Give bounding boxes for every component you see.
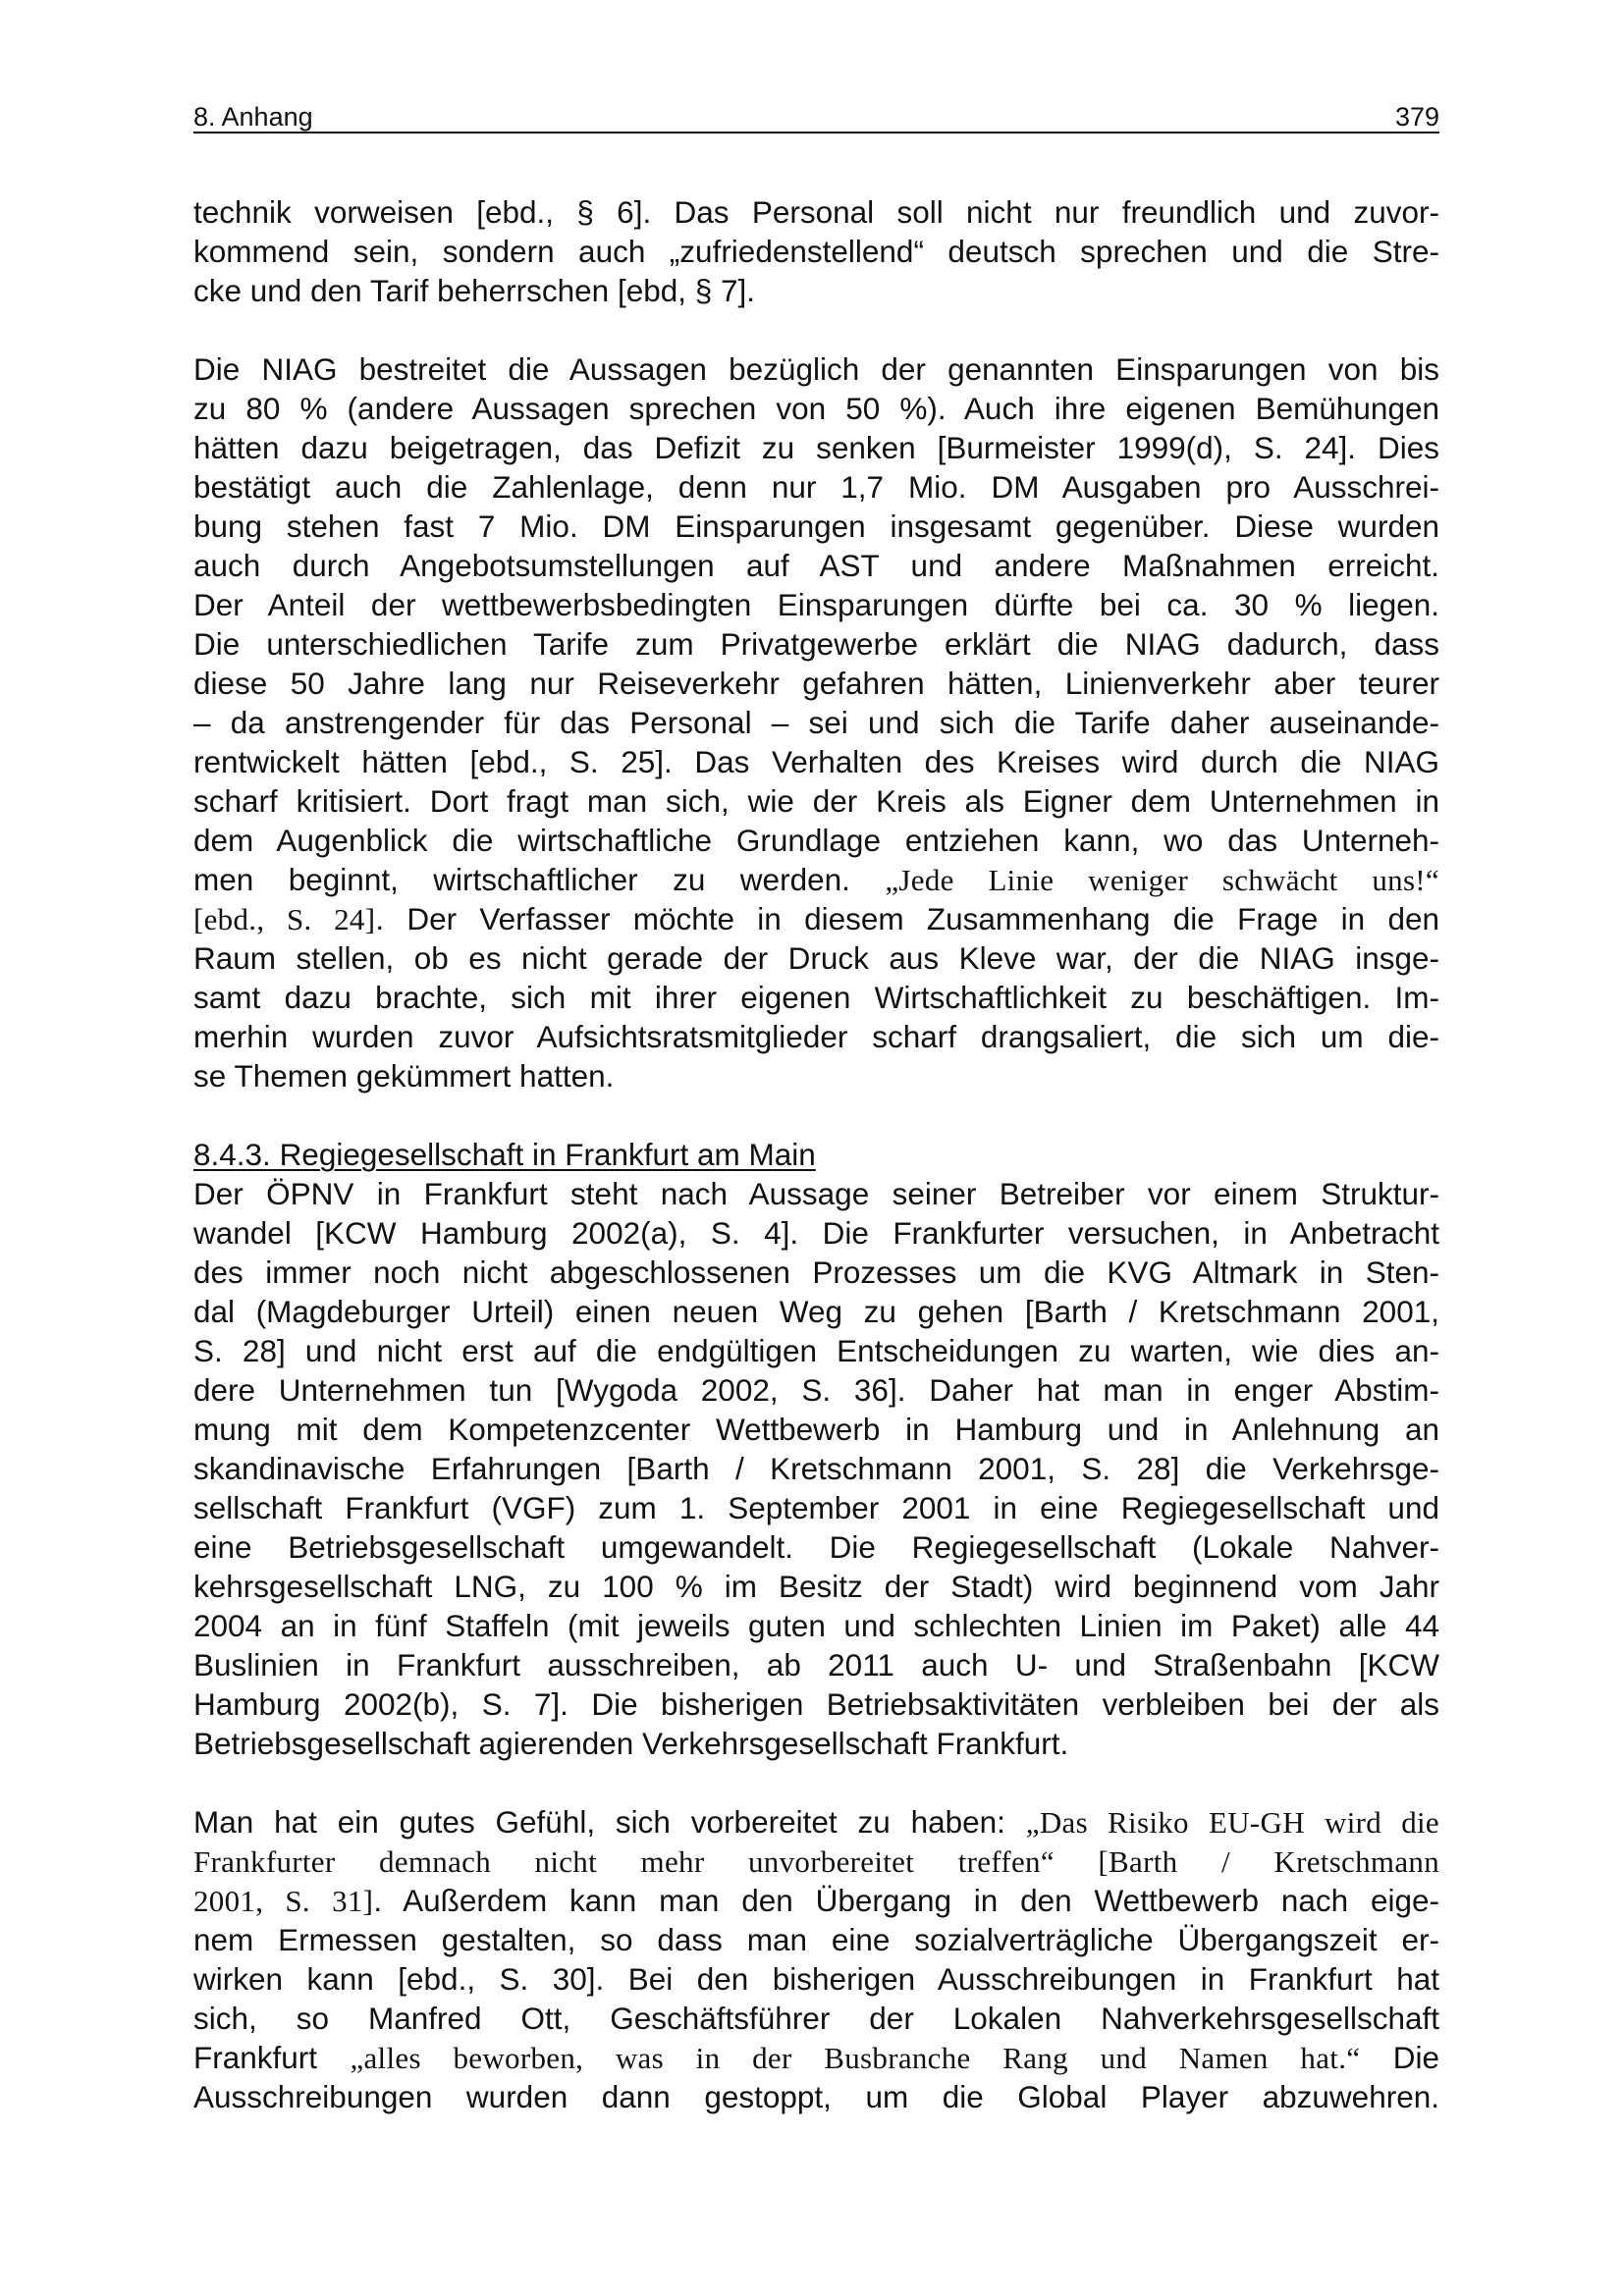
text-line bbox=[193, 664, 1439, 703]
text-segment: wandel [KCW Hamburg 2002(a), S. 4]. Die Frankfurter versuchen, in Anbetracht bbox=[193, 1215, 1439, 1251]
text-segment: mung mit dem Kompetenzcenter Wettbewerb in Hamburg und in Anlehnung an bbox=[193, 1412, 1439, 1447]
text-segment: auch durch Angebotsumstellungen auf AST und andere Maßnahmen erreicht. bbox=[193, 548, 1439, 583]
text-segment: dem Augenblick die wirtschaftliche Grundlage entziehen kann, wo das Unterneh- bbox=[193, 823, 1439, 858]
text-line bbox=[193, 624, 1439, 664]
text-segment: . Der Verfasser möchte in diesem Zusammenhang die Frage in den bbox=[375, 901, 1440, 936]
text-line bbox=[193, 2038, 1439, 2077]
text-segment: Die unterschiedlichen Tarife zum Privatgewerbe erklärt die NIAG dadurch, dass bbox=[193, 626, 1439, 662]
text-segment: Die NIAG bestreitet die Aussagen bezüglich der genannten Einsparungen von bis bbox=[193, 351, 1439, 387]
text-line bbox=[193, 2077, 1439, 2116]
text-segment: Betriebsgesellschaft agierenden Verkehrsgesellschaft Frankfurt. bbox=[193, 1726, 1069, 1761]
text-line bbox=[193, 349, 1439, 389]
text-segment: diese 50 Jahre lang nur Reiseverkehr gefahren hätten, Linienverkehr aber teurer bbox=[193, 666, 1439, 701]
section-heading bbox=[193, 1135, 1439, 1174]
text-segment: kehrsgesellschaft LNG, zu 100 % im Besitz der Stadt) wird beginnend vom Jahr bbox=[193, 1569, 1439, 1604]
text-segment: sellschaft Frankfurt (VGF) zum 1. September 2001 in eine Regiegesellschaft und bbox=[193, 1490, 1439, 1525]
text-segment: samt dazu brachte, sich mit ihrer eigenen Wirtschaftlichkeit zu beschäftigen. Im- bbox=[193, 980, 1439, 1015]
text-line bbox=[193, 1292, 1439, 1331]
text-segment: kommend sein, sondern auch „zufriedenstellend“ deutsch sprechen und die Stre- bbox=[193, 234, 1439, 269]
text-line bbox=[193, 742, 1439, 781]
text-segment: dere Unternehmen tun [Wygoda 2002, S. 36]. Daher hat man in enger Abstim- bbox=[193, 1372, 1439, 1408]
text-line bbox=[193, 1527, 1439, 1567]
text-segment: zu 80 % (andere Aussagen sprechen von 50 %). Auch ihre eigenen Bemühungen bbox=[193, 391, 1439, 426]
text-line bbox=[193, 703, 1439, 742]
text-segment: Hamburg 2002(b), S. 7]. Die bisherigen Betriebsaktivitäten verbleiben bei der als bbox=[193, 1686, 1439, 1722]
text-segment: Raum stellen, ob es nicht gerade der Druck aus Kleve war, der die NIAG insge- bbox=[193, 940, 1439, 976]
text-line bbox=[193, 428, 1439, 467]
text-line bbox=[193, 1370, 1439, 1410]
text-segment: cke und den Tarif beherrschen [ebd, § 7]. bbox=[193, 273, 756, 308]
text-line bbox=[193, 585, 1439, 624]
text-line bbox=[193, 1802, 1439, 1842]
text-segment: bestätigt auch die Zahlenlage, denn nur 1,7 Mio. DM Ausgaben pro Ausschrei- bbox=[193, 469, 1439, 505]
text-line bbox=[193, 1017, 1439, 1056]
text-segment: men beginnt, wirtschaftlicher zu werden. bbox=[193, 862, 886, 897]
text-segment: Frankfurt bbox=[193, 2040, 351, 2075]
text-segment: Man hat ein gutes Gefühl, sich vorbereitet zu haben: bbox=[193, 1804, 1026, 1840]
text-line bbox=[193, 232, 1439, 271]
quotation-text: [ebd., S. 24] bbox=[193, 902, 376, 936]
text-segment: Ausschreibungen wurden dann gestoppt, um die Global Player abzuwehren. bbox=[193, 2079, 1439, 2114]
text-segment: sich, so Manfred Ott, Geschäftsführer der Lokalen Nahverkehrsgesellschaft bbox=[193, 2001, 1439, 2036]
text-segment: 2004 an in fünf Staffeln (mit jeweils guten und schlechten Linien im Paket) alle 44 bbox=[193, 1608, 1439, 1643]
text-segment: se Themen gekümmert hatten. bbox=[193, 1058, 615, 1094]
text-segment: rentwickelt hätten [ebd., S. 25]. Das Verhalten des Kreises wird durch die NIAG bbox=[193, 744, 1439, 779]
text-line bbox=[193, 1213, 1439, 1253]
text-line bbox=[193, 1606, 1439, 1645]
text-line bbox=[193, 821, 1439, 860]
text-line bbox=[193, 1959, 1439, 1999]
text-segment: – da anstrengender für das Personal – sei und sich die Tarife daher auseinande- bbox=[193, 705, 1439, 740]
text-line bbox=[193, 546, 1439, 585]
text-segment: dal (Magdeburger Urteil) einen neuen Weg zu gehen [Barth / Kretschmann 2001, bbox=[193, 1294, 1439, 1329]
text-segment: hätten dazu beigetragen, das Defizit zu senken [Burmeister 1999(d), S. 24]. Dies bbox=[193, 430, 1439, 465]
text-line bbox=[193, 467, 1439, 507]
text-segment: merhin wurden zuvor Aufsichtsratsmitglieder scharf drangsaliert, die sich um die- bbox=[193, 1019, 1439, 1054]
text-line bbox=[193, 1999, 1439, 2038]
text-segment: Der Anteil der wettbewerbsbedingten Einsparungen dürfte bei ca. 30 % liegen. bbox=[193, 587, 1439, 622]
text-line bbox=[193, 1253, 1439, 1292]
text-line bbox=[193, 1410, 1439, 1449]
quotation-text: „Jede Linie weniger schwächt uns!“ bbox=[885, 863, 1439, 897]
section-heading-text: 8.4.3. Regiegesellschaft in Frankfurt am Main bbox=[193, 1137, 816, 1172]
quotation-text: „Das Risiko EU-GH wird die bbox=[1025, 1805, 1439, 1840]
text-segment: Buslinien in Frankfurt ausschreiben, ab 2011 auch U- und Straßenbahn [KCW bbox=[193, 1647, 1439, 1682]
text-line bbox=[193, 1331, 1439, 1370]
text-line bbox=[193, 192, 1439, 232]
text-segment: Der ÖPNV in Frankfurt steht nach Aussage seiner Betreiber vor einem Struktur- bbox=[193, 1176, 1439, 1211]
text-segment: des immer noch nicht abgeschlossenen Prozesses um die KVG Altmark in Sten- bbox=[193, 1255, 1439, 1290]
quotation-text: Frankfurter demnach nicht mehr unvorbereitet treffen“ [Barth / Kretschmann bbox=[193, 1844, 1439, 1879]
text-line bbox=[193, 938, 1439, 978]
text-line bbox=[193, 1174, 1439, 1213]
text-line bbox=[193, 1842, 1439, 1881]
paragraph bbox=[193, 1802, 1439, 2116]
text-line bbox=[193, 271, 1439, 310]
text-line bbox=[193, 1684, 1439, 1724]
text-segment: technik vorweisen [ebd., § 6]. Das Personal soll nicht nur freundlich und zuvor- bbox=[193, 194, 1439, 230]
text-line bbox=[193, 1645, 1439, 1684]
paragraph bbox=[193, 192, 1439, 310]
text-line bbox=[193, 1724, 1439, 1763]
text-line bbox=[193, 1881, 1439, 1920]
section-title: 8. Anhang bbox=[193, 102, 313, 132]
text-segment: bung stehen fast 7 Mio. DM Einsparungen insgesamt gegenüber. Diese wurden bbox=[193, 508, 1439, 544]
text-segment: nem Ermessen gestalten, so dass man eine sozialverträgliche Übergangszeit er- bbox=[193, 1922, 1439, 1957]
running-header bbox=[193, 96, 1439, 133]
text-segment: Die bbox=[1360, 2040, 1439, 2075]
body-text bbox=[193, 192, 1439, 2116]
text-segment: S. 28] und nicht erst auf die endgültigen Entscheidungen zu warten, wie dies an- bbox=[193, 1333, 1439, 1368]
text-segment: wirken kann [ebd., S. 30]. Bei den bisherigen Ausschreibungen in Frankfurt hat bbox=[193, 1961, 1439, 1997]
text-segment: scharf kritisiert. Dort fragt man sich, wie der Kreis als Eigner dem Unternehmen in bbox=[193, 783, 1439, 819]
text-segment: . Außerdem kann man den Übergang in den Wettbewerb nach eige- bbox=[373, 1883, 1440, 1918]
text-line bbox=[193, 1567, 1439, 1606]
text-line bbox=[193, 860, 1439, 899]
paragraph bbox=[193, 1135, 1439, 1763]
page-number: 379 bbox=[1394, 102, 1439, 132]
text-line bbox=[193, 899, 1439, 938]
text-line bbox=[193, 389, 1439, 428]
text-line bbox=[193, 507, 1439, 546]
text-segment: eine Betriebsgesellschaft umgewandelt. Die Regiegesellschaft (Lokale Nahver- bbox=[193, 1529, 1439, 1565]
text-line bbox=[193, 1920, 1439, 1959]
text-line bbox=[193, 1056, 1439, 1095]
text-line bbox=[193, 978, 1439, 1017]
quotation-text: „alles beworben, was in der Busbranche Rang und Namen hat.“ bbox=[350, 2041, 1361, 2075]
text-line bbox=[193, 1488, 1439, 1527]
text-line bbox=[193, 1449, 1439, 1488]
quotation-text: 2001, S. 31] bbox=[193, 1884, 374, 1918]
paragraph bbox=[193, 349, 1439, 1095]
text-segment: skandinavische Erfahrungen [Barth / Kretschmann 2001, S. 28] die Verkehrsge- bbox=[193, 1451, 1439, 1486]
text-line bbox=[193, 781, 1439, 821]
